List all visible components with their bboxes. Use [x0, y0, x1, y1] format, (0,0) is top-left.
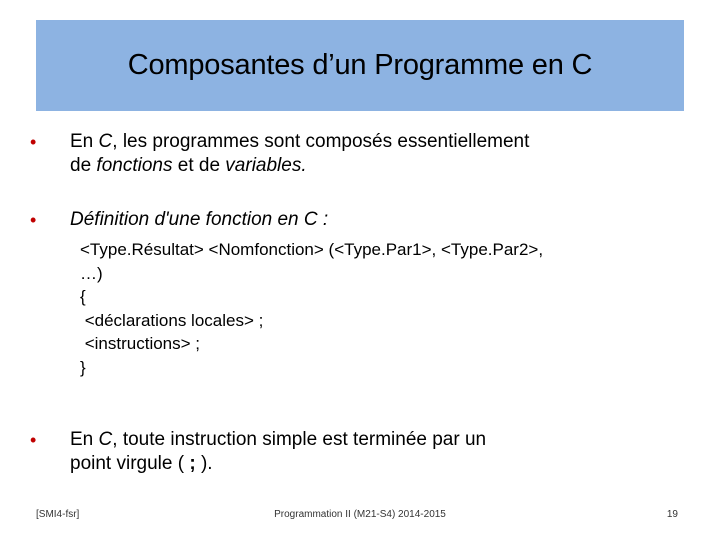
page-number: 19: [666, 509, 678, 520]
bullet-1-part: , les programmes sont composés essentiellement: [112, 131, 530, 152]
bullet-dot-icon: •: [30, 430, 37, 450]
bullet-dot-icon: •: [30, 132, 37, 152]
bullet-3-part: point virgule (: [70, 453, 190, 474]
bullet-2-text: Définition d'une fonction en C :: [70, 209, 329, 230]
bullet-1-part: et de: [172, 155, 226, 176]
footer-center: Programmation II (M21-S4) 2014-2015: [274, 509, 446, 520]
title-bar: [36, 20, 684, 111]
bullet-3-c: C: [98, 429, 113, 450]
code-line: <déclarations locales> ;: [80, 310, 264, 330]
bullet-3-part: ).: [195, 453, 213, 474]
bullet-3-semicolon: ;: [189, 453, 196, 474]
bullet-3-part: , toute instruction simple est terminée par un: [112, 429, 487, 450]
bullet-1-text: [70, 130, 670, 178]
code-line: {: [80, 287, 86, 306]
bullet-1-fonctions: fonctions: [96, 155, 173, 176]
bullet-3-part: En: [70, 429, 99, 450]
code-line: …): [80, 263, 103, 283]
bullet-3-text: [70, 428, 670, 476]
bullet-dot-icon: •: [30, 210, 37, 230]
bullet-1-variables: variables.: [225, 155, 307, 176]
bullet-1-part: En: [70, 131, 99, 152]
bullet-1-part: de: [70, 155, 97, 176]
footer-left: [SMI4-fsr]: [36, 509, 80, 520]
function-syntax-block: [80, 238, 680, 379]
code-line: <instructions> ;: [80, 334, 201, 353]
code-line: }: [80, 357, 86, 377]
bullet-1-c: C: [98, 131, 113, 152]
code-line: <Type.Résultat> <Nomfonction> (<Type.Par1>, <Type.Par2>,: [80, 240, 544, 259]
slide-title: Composantes d’un Programme en C: [127, 49, 593, 81]
